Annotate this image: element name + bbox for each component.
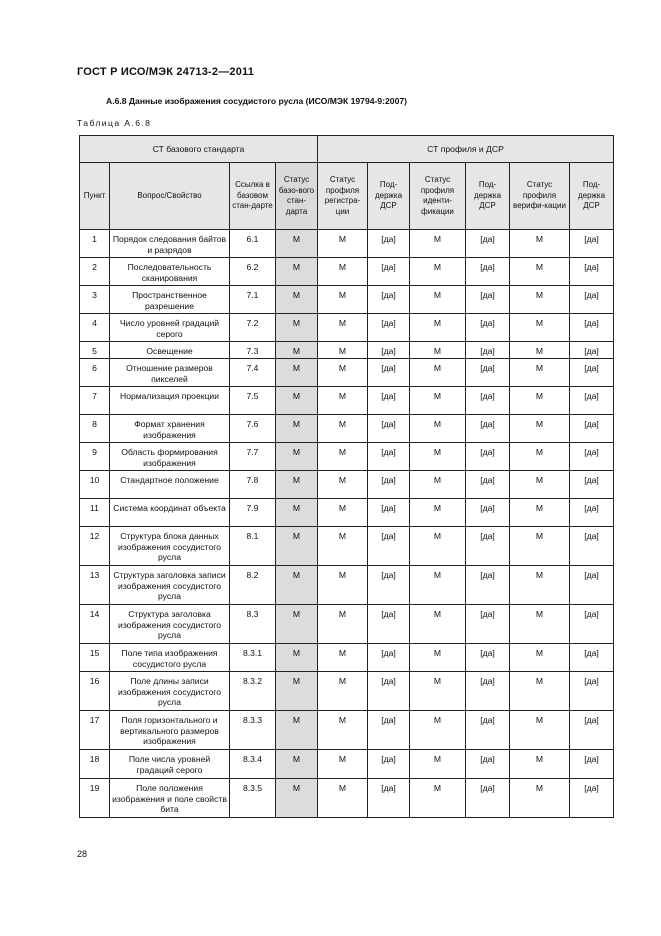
cell-reg-status: М xyxy=(318,527,368,566)
cell-question: Освещение xyxy=(110,342,230,359)
table-row xyxy=(80,644,614,672)
cell-id-support: [да] xyxy=(466,314,510,342)
cell-reg-support: [да] xyxy=(368,527,410,566)
cell-question: Поле положения изображения и поле свойств бита xyxy=(110,779,230,818)
cell-reg-support: [да] xyxy=(368,443,410,471)
cell-ver-status: М xyxy=(510,342,570,359)
cell-question: Порядок следования байтов и разрядов xyxy=(110,230,230,258)
cell-item-number: 8 xyxy=(80,415,110,443)
cell-item-number: 15 xyxy=(80,644,110,672)
cell-ver-status: М xyxy=(510,605,570,644)
table-row xyxy=(80,605,614,644)
cell-reference: 8.3.5 xyxy=(230,779,276,818)
cell-id-status: М xyxy=(410,314,466,342)
col-header-reg-support: Под-держка ДСР xyxy=(368,163,410,230)
cell-id-support: [да] xyxy=(466,499,510,527)
cell-question: Формат хранения изображения xyxy=(110,415,230,443)
cell-reg-status: М xyxy=(318,230,368,258)
cell-item-number: 2 xyxy=(80,258,110,286)
cell-base-status: М xyxy=(276,342,318,359)
cell-ver-status: М xyxy=(510,644,570,672)
cell-reference: 7.5 xyxy=(230,387,276,415)
cell-id-status: М xyxy=(410,230,466,258)
table-caption: Таблица А.6.8 xyxy=(77,118,152,128)
standard-table xyxy=(79,135,614,818)
cell-item-number: 18 xyxy=(80,750,110,779)
cell-reference: 7.1 xyxy=(230,286,276,314)
cell-id-support: [да] xyxy=(466,342,510,359)
cell-id-support: [да] xyxy=(466,566,510,605)
cell-ver-support: [да] xyxy=(570,359,614,387)
cell-ver-status: М xyxy=(510,443,570,471)
cell-ver-support: [да] xyxy=(570,387,614,415)
cell-id-status: М xyxy=(410,566,466,605)
section-heading: А.6.8 Данные изображения сосудистого русла (ИСО/МЭК 19794-9:2007) xyxy=(106,96,407,106)
cell-ver-status: М xyxy=(510,359,570,387)
col-header-id-support: Под-держка ДСР xyxy=(466,163,510,230)
cell-reference: 8.3.2 xyxy=(230,672,276,711)
cell-base-status: М xyxy=(276,672,318,711)
cell-id-support: [да] xyxy=(466,359,510,387)
cell-id-support: [да] xyxy=(466,644,510,672)
col-header-id-status: Статус профиля иденти-фикации xyxy=(410,163,466,230)
cell-reg-status: М xyxy=(318,566,368,605)
cell-reg-status: М xyxy=(318,359,368,387)
cell-reg-support: [да] xyxy=(368,605,410,644)
cell-reg-status: М xyxy=(318,258,368,286)
cell-question: Поле числа уровней градаций серого xyxy=(110,750,230,779)
cell-id-status: М xyxy=(410,527,466,566)
cell-reg-support: [да] xyxy=(368,359,410,387)
cell-ver-status: М xyxy=(510,750,570,779)
cell-base-status: М xyxy=(276,387,318,415)
cell-reg-status: М xyxy=(318,471,368,499)
table-row xyxy=(80,342,614,359)
col-header-ver-support: Под-держка ДСР xyxy=(570,163,614,230)
cell-reg-support: [да] xyxy=(368,314,410,342)
cell-reg-status: М xyxy=(318,415,368,443)
cell-base-status: М xyxy=(276,750,318,779)
cell-ver-status: М xyxy=(510,527,570,566)
cell-question: Структура блока данных изображения сосудистого русла xyxy=(110,527,230,566)
cell-id-status: М xyxy=(410,387,466,415)
document-title: ГОСТ Р ИСО/МЭК 24713-2—2011 xyxy=(77,66,255,78)
cell-item-number: 6 xyxy=(80,359,110,387)
cell-item-number: 7 xyxy=(80,387,110,415)
cell-id-status: М xyxy=(410,359,466,387)
table-row xyxy=(80,527,614,566)
cell-item-number: 12 xyxy=(80,527,110,566)
cell-ver-support: [да] xyxy=(570,258,614,286)
cell-ver-status: М xyxy=(510,230,570,258)
cell-id-support: [да] xyxy=(466,415,510,443)
cell-base-status: М xyxy=(276,443,318,471)
cell-reg-status: М xyxy=(318,499,368,527)
cell-item-number: 10 xyxy=(80,471,110,499)
cell-reference: 7.8 xyxy=(230,471,276,499)
group-header-base: СТ базового стандарта xyxy=(80,136,318,163)
cell-ver-status: М xyxy=(510,499,570,527)
cell-question: Последовательность сканирования xyxy=(110,258,230,286)
cell-reg-support: [да] xyxy=(368,471,410,499)
cell-ver-support: [да] xyxy=(570,471,614,499)
cell-reg-status: М xyxy=(318,672,368,711)
col-header-status: Статус базо-вого стан-дарта xyxy=(276,163,318,230)
table-row xyxy=(80,230,614,258)
cell-reg-support: [да] xyxy=(368,750,410,779)
col-header-ref: Ссылка в базовом стан-дарте xyxy=(230,163,276,230)
cell-id-support: [да] xyxy=(466,258,510,286)
cell-reg-status: М xyxy=(318,286,368,314)
cell-reg-status: М xyxy=(318,750,368,779)
cell-id-support: [да] xyxy=(466,230,510,258)
cell-id-status: М xyxy=(410,644,466,672)
cell-reg-support: [да] xyxy=(368,566,410,605)
cell-id-status: М xyxy=(410,443,466,471)
cell-reference: 7.3 xyxy=(230,342,276,359)
cell-ver-support: [да] xyxy=(570,314,614,342)
cell-question: Система координат объекта xyxy=(110,499,230,527)
cell-reg-status: М xyxy=(318,779,368,818)
table-row xyxy=(80,359,614,387)
cell-ver-status: М xyxy=(510,566,570,605)
cell-ver-support: [да] xyxy=(570,779,614,818)
cell-reg-status: М xyxy=(318,443,368,471)
cell-base-status: М xyxy=(276,566,318,605)
cell-ver-support: [да] xyxy=(570,415,614,443)
cell-reference: 8.3.1 xyxy=(230,644,276,672)
cell-ver-status: М xyxy=(510,258,570,286)
cell-id-support: [да] xyxy=(466,605,510,644)
cell-ver-support: [да] xyxy=(570,443,614,471)
cell-reference: 8.1 xyxy=(230,527,276,566)
cell-ver-support: [да] xyxy=(570,527,614,566)
table-row xyxy=(80,258,614,286)
table-row xyxy=(80,750,614,779)
cell-ver-status: М xyxy=(510,672,570,711)
cell-item-number: 17 xyxy=(80,711,110,750)
cell-reg-status: М xyxy=(318,387,368,415)
col-header-item: Пункт xyxy=(80,163,110,230)
cell-reg-support: [да] xyxy=(368,258,410,286)
cell-item-number: 3 xyxy=(80,286,110,314)
cell-reg-support: [да] xyxy=(368,230,410,258)
cell-id-status: М xyxy=(410,605,466,644)
cell-id-status: М xyxy=(410,415,466,443)
cell-reference: 6.2 xyxy=(230,258,276,286)
col-header-ver-status: Статус профиля верифи-кации xyxy=(510,163,570,230)
cell-ver-support: [да] xyxy=(570,230,614,258)
cell-question: Поле длины записи изображения сосудистого русла xyxy=(110,672,230,711)
cell-base-status: М xyxy=(276,359,318,387)
group-header-profile: СТ профиля и ДСР xyxy=(318,136,614,163)
cell-reference: 8.2 xyxy=(230,566,276,605)
cell-question: Отношение размеров пикселей xyxy=(110,359,230,387)
cell-item-number: 1 xyxy=(80,230,110,258)
cell-reference: 8.3.4 xyxy=(230,750,276,779)
cell-question: Структура заголовка записи изображения сосудистого русла xyxy=(110,566,230,605)
cell-question: Поле типа изображения сосудистого русла xyxy=(110,644,230,672)
col-header-reg-status: Статус профиля регистра-ции xyxy=(318,163,368,230)
table-row xyxy=(80,499,614,527)
cell-id-support: [да] xyxy=(466,527,510,566)
table-body xyxy=(80,230,614,818)
cell-question: Число уровней градаций серого xyxy=(110,314,230,342)
cell-reg-support: [да] xyxy=(368,672,410,711)
cell-base-status: М xyxy=(276,644,318,672)
col-header-question: Вопрос/Свойство xyxy=(110,163,230,230)
cell-reg-status: М xyxy=(318,605,368,644)
table-row xyxy=(80,566,614,605)
cell-item-number: 9 xyxy=(80,443,110,471)
cell-reference: 7.2 xyxy=(230,314,276,342)
table-row xyxy=(80,711,614,750)
cell-item-number: 16 xyxy=(80,672,110,711)
cell-id-status: М xyxy=(410,711,466,750)
cell-reg-support: [да] xyxy=(368,415,410,443)
cell-reg-support: [да] xyxy=(368,499,410,527)
cell-reg-support: [да] xyxy=(368,711,410,750)
cell-ver-support: [да] xyxy=(570,499,614,527)
cell-question: Структура заголовка изображения сосудистого русла xyxy=(110,605,230,644)
cell-base-status: М xyxy=(276,527,318,566)
cell-id-status: М xyxy=(410,672,466,711)
cell-id-status: М xyxy=(410,342,466,359)
cell-id-status: М xyxy=(410,750,466,779)
cell-ver-status: М xyxy=(510,415,570,443)
cell-ver-support: [да] xyxy=(570,342,614,359)
cell-id-support: [да] xyxy=(466,779,510,818)
cell-reference: 7.9 xyxy=(230,499,276,527)
cell-id-support: [да] xyxy=(466,471,510,499)
cell-ver-support: [да] xyxy=(570,605,614,644)
cell-id-status: М xyxy=(410,258,466,286)
cell-ver-support: [да] xyxy=(570,672,614,711)
table-row xyxy=(80,387,614,415)
cell-question: Пространственное разрешение xyxy=(110,286,230,314)
cell-reference: 8.3 xyxy=(230,605,276,644)
cell-id-status: М xyxy=(410,499,466,527)
table-row xyxy=(80,286,614,314)
cell-base-status: М xyxy=(276,471,318,499)
cell-question: Поля горизонтального и вертикального размеров изображения xyxy=(110,711,230,750)
cell-base-status: М xyxy=(276,779,318,818)
cell-ver-status: М xyxy=(510,314,570,342)
cell-reference: 7.6 xyxy=(230,415,276,443)
cell-id-status: М xyxy=(410,471,466,499)
cell-ver-support: [да] xyxy=(570,644,614,672)
cell-item-number: 4 xyxy=(80,314,110,342)
cell-id-support: [да] xyxy=(466,750,510,779)
cell-item-number: 11 xyxy=(80,499,110,527)
cell-ver-support: [да] xyxy=(570,711,614,750)
table-row xyxy=(80,471,614,499)
cell-id-support: [да] xyxy=(466,443,510,471)
cell-ver-status: М xyxy=(510,779,570,818)
cell-base-status: М xyxy=(276,415,318,443)
cell-reference: 8.3.3 xyxy=(230,711,276,750)
cell-id-support: [да] xyxy=(466,387,510,415)
cell-base-status: М xyxy=(276,258,318,286)
cell-base-status: М xyxy=(276,230,318,258)
cell-id-support: [да] xyxy=(466,672,510,711)
cell-reg-support: [да] xyxy=(368,779,410,818)
cell-reference: 7.7 xyxy=(230,443,276,471)
cell-reg-status: М xyxy=(318,342,368,359)
cell-ver-status: М xyxy=(510,471,570,499)
cell-ver-status: М xyxy=(510,711,570,750)
cell-ver-status: М xyxy=(510,286,570,314)
cell-reference: 6.1 xyxy=(230,230,276,258)
cell-id-support: [да] xyxy=(466,711,510,750)
cell-item-number: 5 xyxy=(80,342,110,359)
cell-item-number: 19 xyxy=(80,779,110,818)
cell-base-status: М xyxy=(276,499,318,527)
cell-ver-support: [да] xyxy=(570,750,614,779)
page-number: 28 xyxy=(77,849,88,859)
cell-ver-support: [да] xyxy=(570,566,614,605)
cell-question: Нормализация проекции xyxy=(110,387,230,415)
table-row xyxy=(80,314,614,342)
table-row xyxy=(80,672,614,711)
table-row xyxy=(80,443,614,471)
cell-ver-status: М xyxy=(510,387,570,415)
cell-item-number: 13 xyxy=(80,566,110,605)
table-row xyxy=(80,779,614,818)
cell-id-status: М xyxy=(410,779,466,818)
cell-question: Стандартное положение xyxy=(110,471,230,499)
cell-reg-support: [да] xyxy=(368,342,410,359)
cell-base-status: М xyxy=(276,711,318,750)
cell-id-support: [да] xyxy=(466,286,510,314)
cell-reg-support: [да] xyxy=(368,644,410,672)
cell-reference: 7.4 xyxy=(230,359,276,387)
cell-ver-support: [да] xyxy=(570,286,614,314)
cell-base-status: М xyxy=(276,286,318,314)
cell-base-status: М xyxy=(276,605,318,644)
cell-question: Область формирования изображения xyxy=(110,443,230,471)
cell-reg-status: М xyxy=(318,711,368,750)
table-row xyxy=(80,415,614,443)
cell-reg-status: М xyxy=(318,644,368,672)
cell-reg-support: [да] xyxy=(368,387,410,415)
cell-reg-support: [да] xyxy=(368,286,410,314)
cell-reg-status: М xyxy=(318,314,368,342)
cell-id-status: М xyxy=(410,286,466,314)
cell-item-number: 14 xyxy=(80,605,110,644)
cell-base-status: М xyxy=(276,314,318,342)
